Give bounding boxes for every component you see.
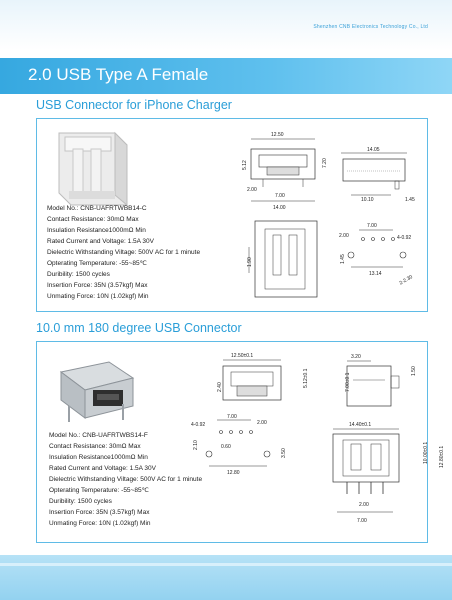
- svg-text:7.00±0.1: 7.00±0.1: [345, 372, 351, 392]
- svg-text:2.00: 2.00: [359, 502, 369, 508]
- svg-text:1.45: 1.45: [405, 197, 415, 203]
- svg-text:7.00: 7.00: [275, 193, 285, 199]
- spec-model: Model No.: CNB-UAFRTWBB14-C: [47, 205, 147, 212]
- svg-text:7.00: 7.00: [367, 223, 377, 229]
- drawing-side-view-1: [337, 143, 425, 213]
- spec-temperature: Opterating Temperature: -55~85℃: [49, 487, 149, 494]
- spec-durability: Duribility: 1500 cycles: [49, 498, 112, 505]
- svg-text:7.20: 7.20: [322, 158, 328, 168]
- spec-durability: Duribility: 1500 cycles: [47, 271, 110, 278]
- svg-text:2.40: 2.40: [217, 382, 223, 392]
- drawing-side-view-2: [327, 350, 423, 416]
- svg-text:1.50: 1.50: [411, 366, 417, 376]
- spec-contact-resistance: Contact Resistance: 30mΩ Max: [49, 443, 141, 450]
- footer-band: [0, 555, 452, 600]
- svg-text:2.00: 2.00: [257, 420, 267, 426]
- drawing-bottom-view-1: [243, 217, 333, 303]
- svg-text:13.14: 13.14: [369, 271, 382, 277]
- spec-unmating-force: Unmating Force: 10N (1.02kgf) Min: [47, 293, 149, 300]
- spec-temperature: Opterating Temperature: -55~85℃: [47, 260, 147, 267]
- svg-text:2.00: 2.00: [247, 187, 257, 193]
- product-card-10mm-180-degree: [36, 341, 445, 543]
- drawing-bottom-view-2: [313, 418, 445, 536]
- spec-rated-current: Rated Current and Voltage: 1.5A 30V: [49, 465, 156, 472]
- svg-text:3.20: 3.20: [351, 354, 361, 360]
- svg-text:12.50±0.1: 12.50±0.1: [231, 353, 254, 359]
- product-card-iphone-charger: [36, 118, 428, 312]
- svg-text:14.05: 14.05: [367, 147, 380, 153]
- svg-text:0.60: 0.60: [221, 444, 231, 450]
- spec-dielectric: Dielectric Withstanding Viltage: 500V AC for 1 minute: [49, 476, 203, 483]
- drawing-front-view-1: [233, 125, 333, 215]
- svg-text:2.00: 2.00: [339, 233, 349, 239]
- product-photo-usb-180: [49, 356, 145, 428]
- svg-text:5.12: 5.12: [242, 160, 248, 170]
- spec-rated-current: Rated Current and Voltage: 1.5A 30V: [47, 238, 154, 245]
- svg-text:10.10: 10.10: [361, 197, 374, 203]
- spec-unmating-force: Unmating Force: 10N (1.02kgf) Min: [49, 520, 151, 527]
- spec-list-1: [47, 203, 200, 302]
- spec-insulation-resistance: Insulation Resistance1000mΩ Min: [47, 227, 146, 234]
- section-title-10mm-180-degree: 10.0 mm 180 degree USB Connector: [36, 321, 242, 335]
- svg-text:14.00: 14.00: [273, 205, 286, 211]
- spec-insulation-resistance: Insulation Resistance1000mΩ Min: [49, 454, 148, 461]
- drawing-front-view-2: [195, 348, 309, 410]
- title-bar: [0, 58, 452, 94]
- svg-text:12.80±0.1: 12.80±0.1: [439, 445, 445, 468]
- svg-text:14.40±0.1: 14.40±0.1: [349, 422, 372, 428]
- svg-text:12.80: 12.80: [227, 470, 240, 476]
- svg-text:1.45: 1.45: [340, 254, 346, 264]
- section-title-iphone-charger: USB Connector for iPhone Charger: [36, 98, 232, 112]
- svg-text:4-0.92: 4-0.92: [397, 235, 412, 241]
- spec-contact-resistance: Contact Resistance: 30mΩ Max: [47, 216, 139, 223]
- svg-text:10.00±0.1: 10.00±0.1: [423, 441, 429, 464]
- svg-text:3.50: 3.50: [281, 448, 287, 458]
- svg-text:4-0.92: 4-0.92: [191, 422, 206, 428]
- company-name: Shenzhen CNB Electronics Technology Co., Ltd: [313, 24, 428, 30]
- drawing-footprint-2: [187, 410, 307, 488]
- svg-text:2-2.30: 2-2.30: [398, 274, 414, 287]
- product-photo-usb-charger: [45, 127, 135, 211]
- svg-text:7.00: 7.00: [357, 518, 367, 524]
- page-title: 2.0 USB Type A Female: [28, 65, 209, 84]
- svg-text:5.12±0.1: 5.12±0.1: [303, 368, 309, 388]
- spec-model: Model No.: CNB-UAFRTWBS14-F: [49, 432, 148, 439]
- drawing-footprint-1: [337, 219, 425, 291]
- svg-text:1.90: 1.90: [247, 257, 253, 267]
- svg-text:2.10: 2.10: [193, 440, 199, 450]
- svg-text:12.50: 12.50: [271, 132, 284, 138]
- spec-list-2: [49, 430, 202, 529]
- spec-insertion-force: Insertion Force: 35N (3.57kgf) Max: [47, 282, 148, 289]
- svg-text:7.00: 7.00: [227, 414, 237, 420]
- footer-stripe: [0, 563, 452, 566]
- spec-dielectric: Dielectric Withstanding Viltage: 500V AC for 1 minute: [47, 249, 201, 256]
- spec-insertion-force: Insertion Force: 35N (3.57kgf) Max: [49, 509, 150, 516]
